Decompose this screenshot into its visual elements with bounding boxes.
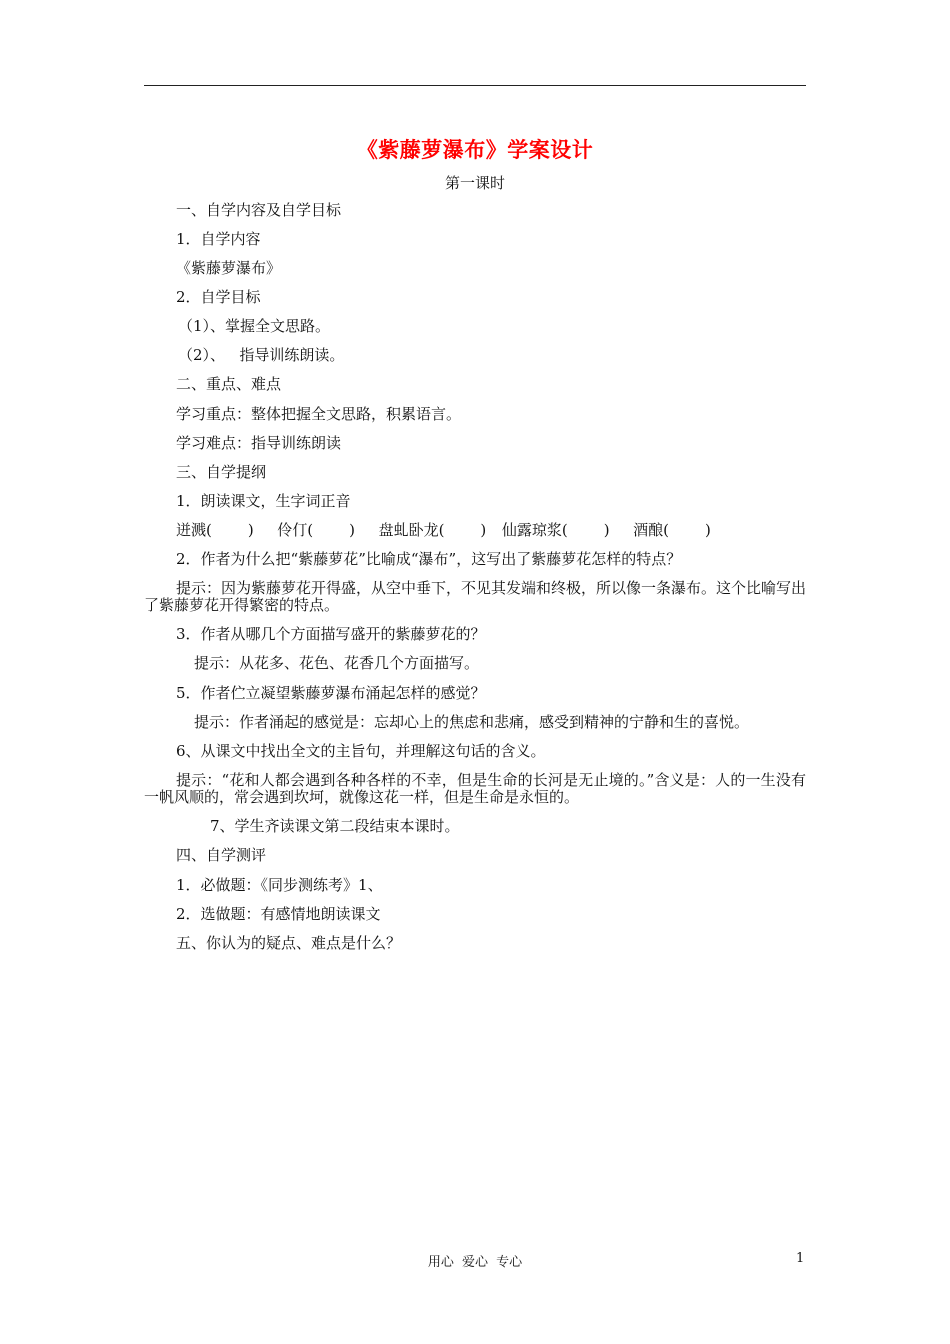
vocab-word: 盘虬卧龙( [378, 521, 445, 539]
question-6: 6、从课文中找出全文的主旨句，并理解这句话的含义。 [176, 742, 546, 760]
question-3: 3．作者从哪几个方面描写盛开的紫藤萝花的？ [176, 625, 486, 643]
hint-6: 提示：“花和人都会遇到各种各样的不幸，但是生命的长河是无止境的。”含义是：人的一生没有一帆风顺的，常会遇到坎坷，就像这花一样，但是生命是永恒的。 [144, 771, 806, 806]
vocab-word: 迸溅( [176, 521, 212, 539]
hint-5: 提示：作者涌起的感觉是：忘却心上的焦虑和悲痛，感受到精神的宁静和生的喜悦。 [194, 713, 750, 731]
hint-3: 提示：从花多、花色、花香几个方面描写。 [194, 654, 480, 672]
section1-item1-label: 1．自学内容 [176, 230, 261, 248]
section4-item2: 2．选做题：有感情地朗读课文 [176, 905, 381, 923]
section1-item1-text: 《紫藤萝瀑布》 [176, 259, 282, 277]
hint-2: 提示：因为紫藤萝花开得盛，从空中垂下，不见其发端和终极，所以像一条瀑布。这个比喻写出了紫藤萝花开得繁密的特点。 [144, 579, 807, 614]
question-2: 2．作者为什么把“紫藤萝花”比喻成“瀑布”，这写出了紫藤萝花怎样的特点？ [176, 550, 682, 568]
document-title: 《紫藤萝瀑布》学案设计 [356, 138, 594, 162]
vocabulary-line [176, 521, 711, 539]
question-1: 1．朗读课文，生字词正音 [176, 492, 351, 510]
difficulty-point: 学习难点：指导训练朗读 [176, 434, 342, 452]
question-7: 7、学生齐读课文第二段结束本课时。 [210, 817, 460, 835]
section2-heading: 二、重点、难点 [176, 375, 282, 393]
question-5: 5．作者伫立凝望紫藤萝瀑布涌起怎样的感觉？ [176, 684, 486, 702]
footer-text: 用心 爱心 专心 [427, 1255, 523, 1270]
vocab-word: 酒酿( [633, 521, 669, 539]
vocab-word: 仙露琼浆( [501, 521, 568, 539]
document-subtitle: 第一课时 [444, 174, 505, 192]
vocab-close: ) [247, 521, 254, 539]
goal-1: （1）、掌握全文思路。 [178, 317, 331, 335]
vocab-close: ) [704, 521, 711, 539]
vocab-word: 伶仃( [277, 521, 314, 539]
vocab-close: ) [603, 521, 610, 539]
section1-heading: 一、自学内容及自学目标 [176, 201, 342, 219]
section3-heading: 三、自学提纲 [176, 463, 267, 481]
header-rule [144, 85, 806, 86]
section4-heading: 四、自学测评 [176, 846, 267, 864]
key-point: 学习重点：整体把握全文思路，积累语言。 [176, 405, 462, 423]
page-number: 1 [796, 1251, 805, 1266]
section5-heading: 五、你认为的疑点、难点是什么？ [176, 934, 402, 952]
section4-item1: 1．必做题：《同步测练考》1、 [176, 876, 383, 894]
vocab-close: ) [480, 521, 487, 539]
goal-2: （2）、 指导训练朗读。 [178, 346, 345, 364]
vocab-close: ) [349, 521, 355, 539]
section1-item2-label: 2．自学目标 [176, 288, 261, 306]
